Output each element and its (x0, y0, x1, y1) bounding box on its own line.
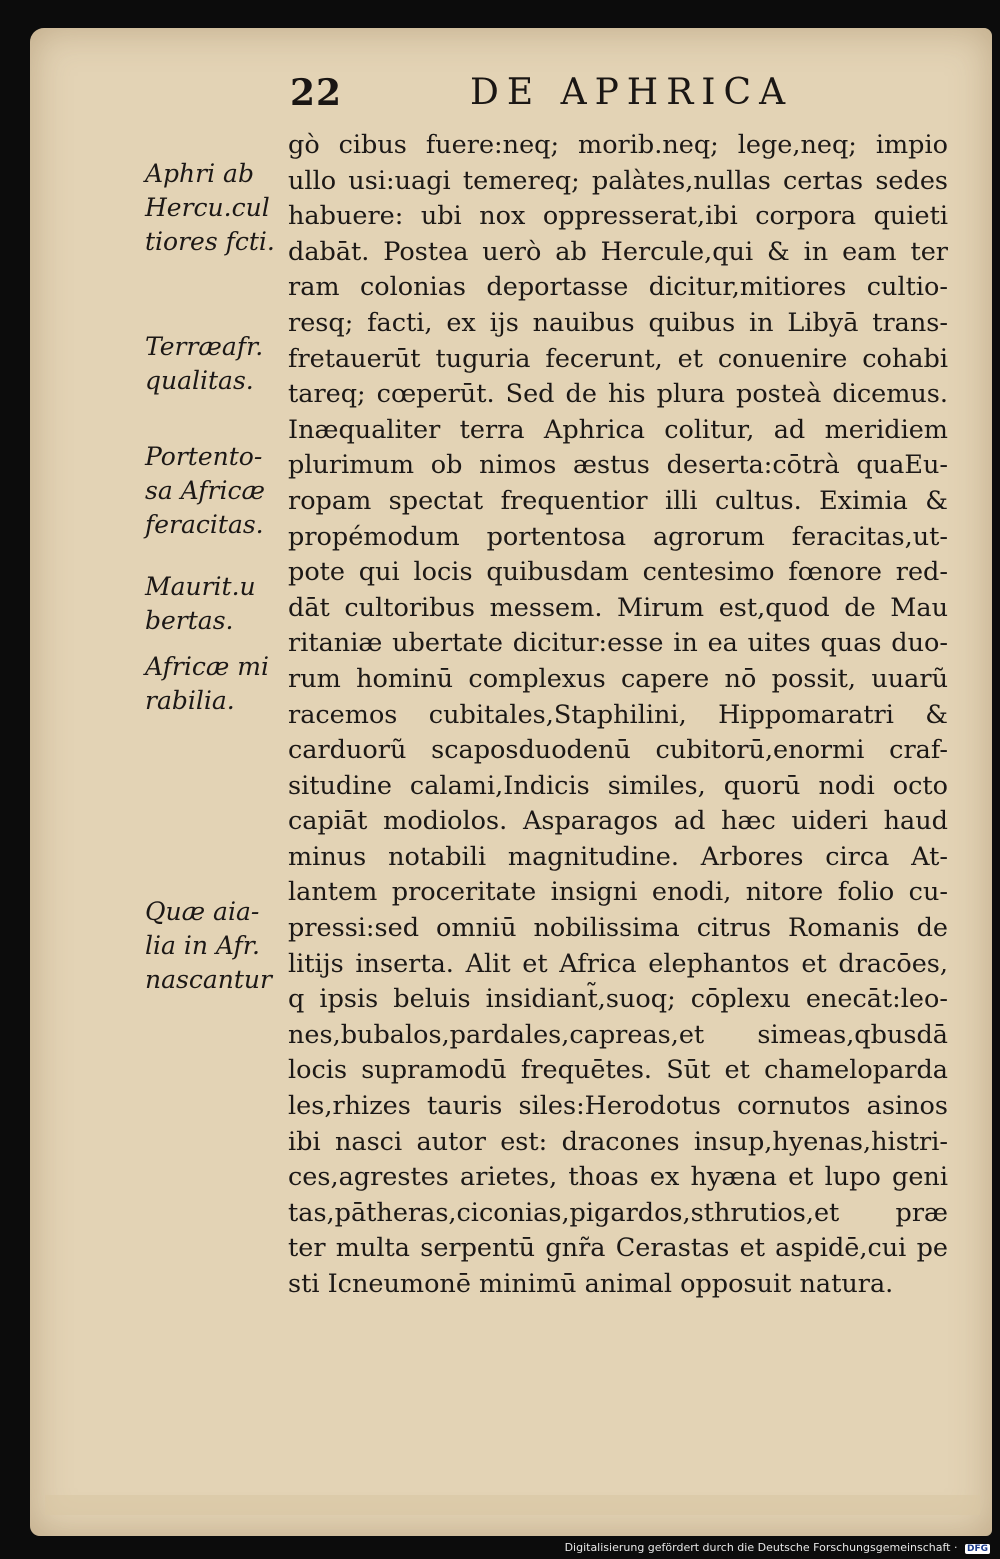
marginal-line: Aphri ab (145, 159, 254, 188)
text-line: ropam spectat frequentior illi cultus. Eximia & (288, 485, 948, 516)
marginal-line: sa Africæ (145, 476, 265, 505)
marginal-line: Quæ aia- (145, 897, 260, 926)
text-line: ces,agrestes arietes, thoas ex hyæna et lupo geni (288, 1162, 948, 1193)
marginal-note-4 (145, 570, 285, 638)
text-line: pressi:sed omniū nobilissima citrus Romanis de (288, 913, 948, 944)
text-line: ibi nasci autor est: dracones insup,hyenas,histri- (288, 1126, 948, 1157)
text-line: carduorũ scaposduodenū cubitorū,enormi craf- (288, 735, 948, 766)
marginal-line: qualitas. (145, 366, 254, 395)
text-line: situdine calami,Indicis similes, quorū nodi octo (288, 770, 948, 801)
dfg-logo: DFG (966, 1544, 988, 1554)
text-line: ritaniæ ubertate dicitur:esse in ea uites quas duo- (288, 628, 948, 659)
text-line: racemos cubitales,Staphilini, Hippomaratri & (288, 699, 948, 730)
text-line: les,rhizes tauris siles:Herodotus cornutos asinos (288, 1091, 948, 1122)
text-line: capiāt modiolos. Asparagos ad hæc uideri haud (288, 806, 948, 837)
marginal-line: nascantur (145, 965, 272, 994)
marginal-line: tiores fcti. (145, 227, 275, 256)
text-line: fretauerūt tuguria fecerunt, et conuenire cohabi (288, 343, 948, 374)
marginal-note-5 (145, 650, 285, 718)
text-line: ter multa serpentū gnr̃a Cerastas et aspidē,cui pe (288, 1233, 948, 1264)
marginal-line: feracitas. (145, 510, 264, 539)
text-line: resq; facti, ex ijs nauibus quibus in Libyā trans- (288, 307, 948, 338)
footer-credit: Digitalisierung gefördert durch die Deutsche Forschungsgemeinschaft · (564, 1541, 958, 1554)
text-line: tas,pātheras,ciconias,pigardos,sthrutios,et præ (288, 1197, 948, 1228)
marginal-note-2 (145, 330, 285, 398)
text-line: lantem proceritate insigni enodi, nitore folio cu- (288, 877, 948, 908)
text-line: litijs inserta. Alit et Africa elephantos et dracōes, (288, 948, 948, 979)
marginal-note-1 (145, 157, 285, 259)
text-line: ram colonias deportasse dicitur,mitiores cultio- (288, 272, 948, 303)
text-line: q ipsis beluis insidiant̃,suoq; cōplexu enecāt:leo- (288, 984, 948, 1015)
text-line: minus notabili magnitudine. Arbores circa At- (288, 841, 948, 872)
text-line: nes,bubalos,pardales,capreas,et simeas,qbusdā (288, 1019, 948, 1050)
marginal-line: Maurit.u (145, 572, 256, 601)
text-line: plurimum ob nimos æstus deserta:cōtrà quaEu- (288, 450, 948, 481)
text-line: ullo usi:uagi temereq; palàtes,nullas certas sedes (288, 165, 948, 196)
text-line: dabāt. Postea uerò ab Hercule,qui & in eam ter (288, 236, 948, 267)
text-line: locis supramodū frequētes. Sūt et chameloparda (288, 1055, 948, 1086)
text-line: tareq; cœperūt. Sed de his plura posteà dicemus. (288, 379, 948, 410)
marginal-line: rabilia. (145, 686, 235, 715)
text-line: rum hominū complexus capere nō possit, uuarũ (288, 663, 948, 694)
marginal-line: Africæ mi (145, 652, 269, 681)
page-number: 22 (290, 72, 343, 114)
page-edge-shadow (45, 1495, 980, 1515)
running-title: DE APHRICA (470, 72, 794, 113)
marginal-note-3 (145, 440, 285, 542)
text-line: propémodum portentosa agrorum feracitas,ut- (288, 521, 948, 552)
marginal-line: Portento- (145, 442, 263, 471)
marginal-line: Hercu.cul (145, 193, 270, 222)
marginal-line: Terræafr. (145, 332, 264, 361)
text-line: gò cibus fuere:neq; morib.neq; lege,neq; impio (288, 130, 948, 160)
text-line: Inæqualiter terra Aphrica colitur, ad meridiem (288, 414, 948, 445)
marginal-note-6 (145, 895, 285, 997)
running-head (290, 72, 810, 122)
text-line: sti Icneumonē minimū animal opposuit natura. (288, 1269, 894, 1299)
text-line: pote qui locis quibusdam centesimo fœnore red- (288, 557, 948, 588)
body-text (288, 128, 948, 1303)
marginal-line: lia in Afr. (145, 931, 260, 960)
text-line: dāt cultoribus messem. Mirum est,quod de Mau (288, 592, 948, 623)
marginal-line: bertas. (145, 606, 234, 635)
digitization-footer (565, 1541, 990, 1554)
text-line: habuere: ubi nox oppresserat,ibi corpora quieti (288, 201, 948, 232)
